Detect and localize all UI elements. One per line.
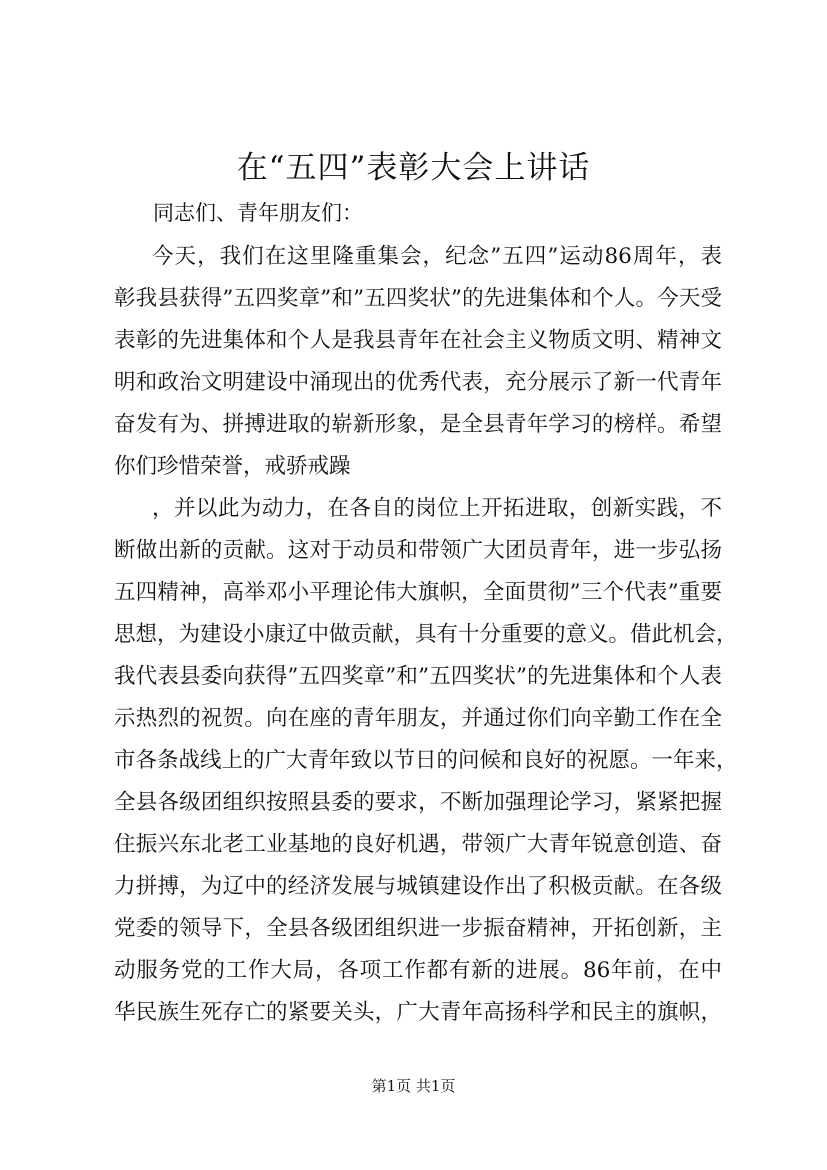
text-line: 明和政治文明建设中涌现出的优秀代表，充分展示了新一代青年 (114, 370, 722, 395)
text-line: 思想，为建设小康辽中做贡献，具有十分重要的意义。借此机会， (114, 622, 738, 647)
text-line: 动服务党的工作大局，各项工作都有新的进展。86年前，在中 (114, 958, 722, 983)
salutation: 同志们、青年朋友们： (153, 201, 363, 225)
text-line: 彰我县获得”五四奖章”和”五四奖状”的先进集体和个人。今天受 (114, 286, 722, 311)
text-line: 今天，我们在这里隆重集会，纪念”五四”运动86周年，表 (152, 244, 722, 269)
text-line: ，并以此为动力，在各自的岗位上开拓进取，创新实践，不 (152, 496, 722, 521)
text-line: 党委的领导下，全县各级团组织进一步振奋精神，开拓创新，主 (114, 916, 722, 941)
text-line: 我代表县委向获得”五四奖章”和”五四奖状”的先进集体和个人表 (114, 664, 722, 689)
text-line: 表彰的先进集体和个人是我县青年在社会主义物质文明、精神文 (114, 328, 722, 353)
text-line: 全县各级团组织按照县委的要求，不断加强理论学习，紧紧把握 (114, 790, 722, 815)
text-line: 示热烈的祝贺。向在座的青年朋友，并通过你们向辛勤工作在全 (114, 706, 722, 731)
text-line: 华民族生死存亡的紧要关头，广大青年高扬科学和民主的旗帜， (114, 1000, 722, 1025)
document-title: 在“五四”表彰大会上讲话 (236, 150, 591, 186)
text-line: 五四精神，高举邓小平理论伟大旗帜，全面贯彻”三个代表”重要 (114, 580, 722, 605)
page-number-footer: 第1页 共1页 (371, 1077, 456, 1095)
text-line: 住振兴东北老工业基地的良好机遇，带领广大青年锐意创造、奋 (114, 832, 722, 857)
text-line: 奋发有为、拼搏进取的崭新形象，是全县青年学习的榜样。希望 (114, 412, 722, 437)
text-line: 市各条战线上的广大青年致以节日的问候和良好的祝愿。一年来， (114, 748, 738, 773)
document-body (114, 236, 738, 1034)
text-line: 你们珍惜荣誉，戒骄戒躁 (114, 454, 351, 479)
text-line: 断做出新的贡献。这对于动员和带领广大团员青年，进一步弘扬 (114, 538, 722, 563)
text-line: 力拼搏，为辽中的经济发展与城镇建设作出了积极贡献。在各级 (114, 874, 722, 899)
